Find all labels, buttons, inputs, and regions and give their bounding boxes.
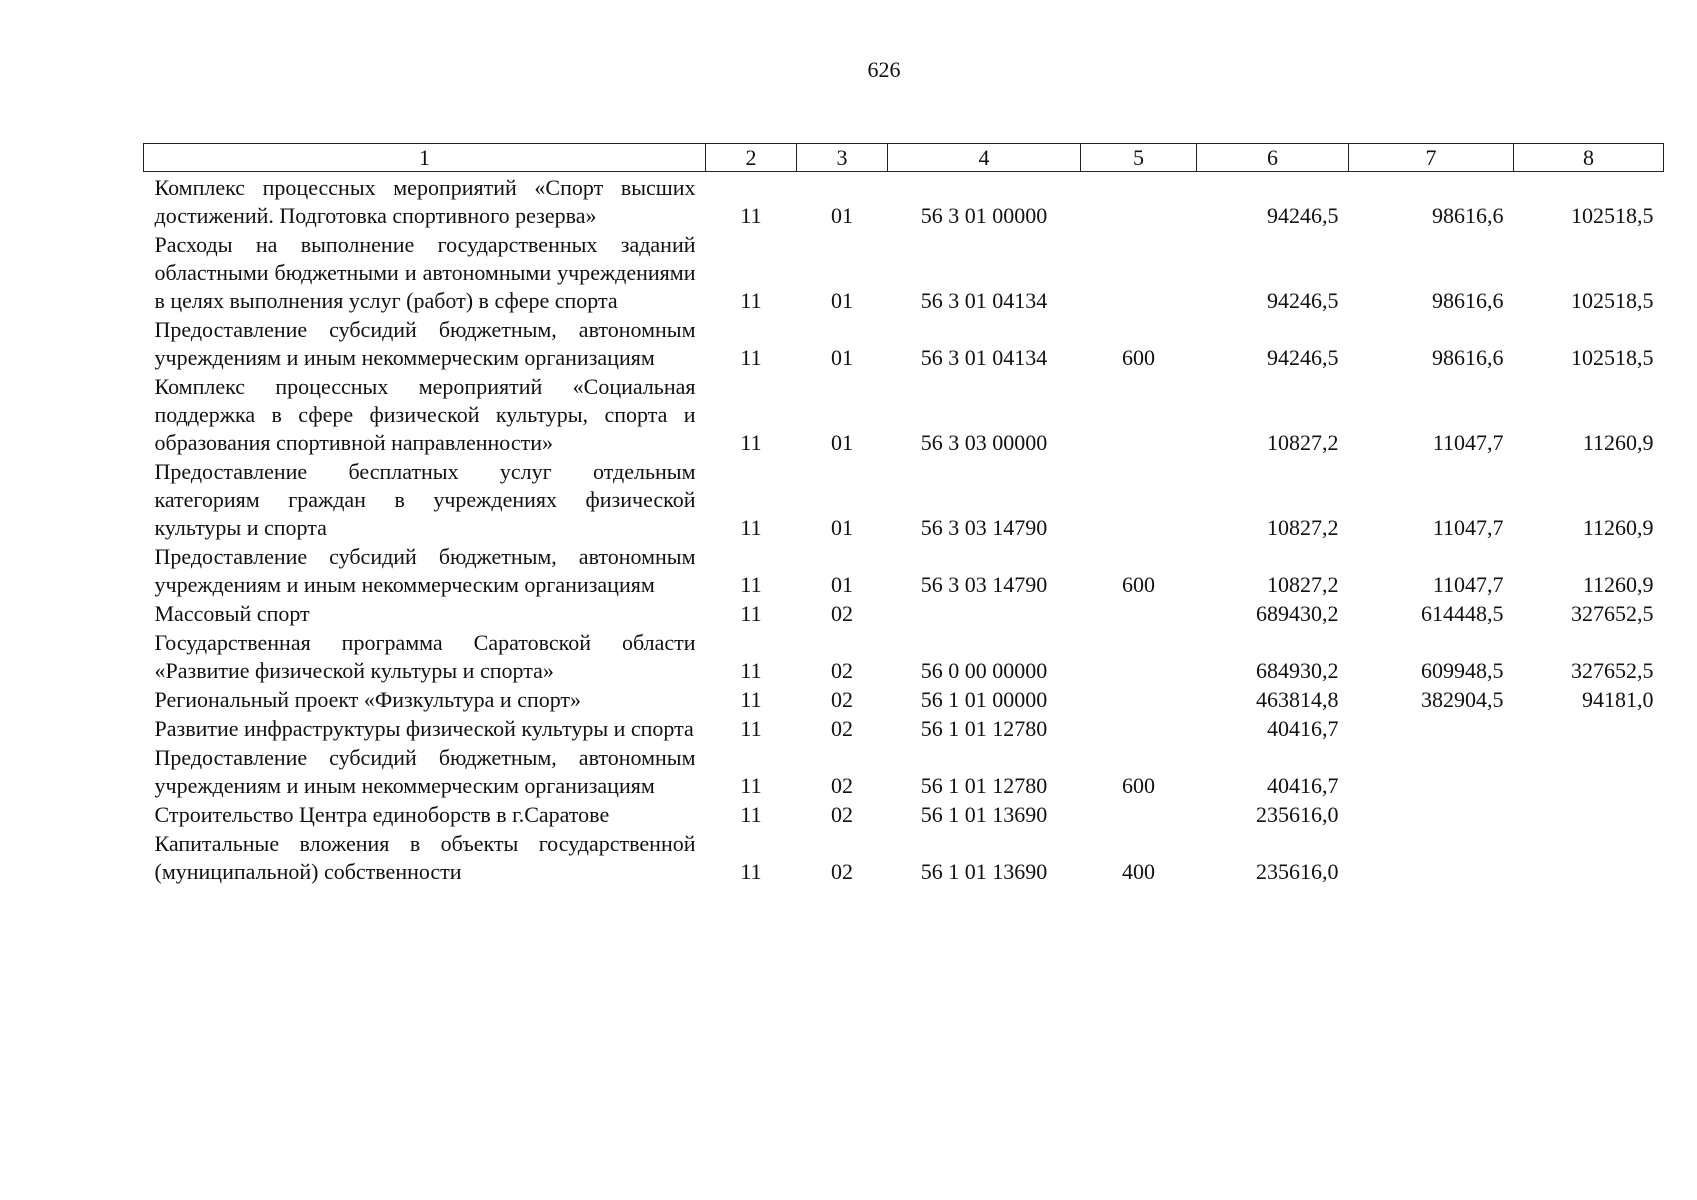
budget-table — [143, 143, 1664, 886]
amount-col-8 — [1514, 714, 1664, 743]
target-article-code: 56 1 01 13690 — [920, 859, 1048, 884]
row-name: Государственная программа Саратовской области «Развитие физической культуры и спорта» — [154, 630, 696, 683]
expense-type-code — [1081, 599, 1197, 628]
amount-col-7: 609948,5 — [1421, 658, 1504, 683]
section-code: 11 — [740, 687, 762, 712]
target-article-code — [888, 599, 1081, 628]
expense-type-code: 600 — [1122, 773, 1155, 798]
amount-col-8: 11260,9 — [1582, 572, 1654, 597]
subsection-code: 01 — [831, 572, 853, 597]
subsection-code: 02 — [831, 716, 853, 741]
subsection-code: 01 — [831, 515, 853, 540]
amount-col-8: 102518,5 — [1571, 288, 1654, 313]
row-name: Строительство Центра единоборств в г.Саратове — [154, 802, 610, 827]
section-code: 11 — [740, 601, 762, 626]
amount-col-6: 94246,5 — [1267, 203, 1339, 228]
section-code: 11 — [740, 430, 762, 455]
section-code: 11 — [740, 572, 762, 597]
expense-type-code — [1081, 230, 1197, 315]
column-header-6: 6 — [1197, 144, 1349, 172]
row-name: Предоставление субсидий бюджетным, автономным учреждениям и иным некоммерческим организациям — [154, 745, 696, 798]
table-row — [144, 230, 1664, 315]
column-header-7: 7 — [1349, 144, 1514, 172]
page-number: 626 — [867, 57, 901, 82]
section-code: 11 — [740, 345, 762, 370]
expense-type-code — [1081, 800, 1197, 829]
column-header-2: 2 — [706, 144, 797, 172]
row-name: Массовый спорт — [154, 601, 310, 626]
table-row — [144, 743, 1664, 800]
row-name: Предоставление субсидий бюджетным, автономным учреждениям и иным некоммерческим организациям — [154, 317, 696, 370]
amount-col-8: 11260,9 — [1582, 430, 1654, 455]
row-name: Расходы на выполнение государственных заданий областными бюджетными и автономными учреждениями в целях выполнения услуг (работ) в сфере спорта — [154, 232, 696, 313]
row-name: Предоставление субсидий бюджетным, автономным учреждениям и иным некоммерческим организациям — [154, 544, 696, 597]
amount-col-7: 98616,6 — [1432, 203, 1504, 228]
table-row — [144, 800, 1664, 829]
section-code: 11 — [740, 773, 762, 798]
table-row — [144, 457, 1664, 542]
table-row — [144, 714, 1664, 743]
amount-col-8 — [1514, 743, 1664, 800]
amount-col-6: 235616,0 — [1256, 802, 1339, 827]
amount-col-6: 94246,5 — [1267, 288, 1339, 313]
column-header-1: 1 — [144, 144, 706, 172]
amount-col-7: 11047,7 — [1432, 430, 1504, 455]
target-article-code: 56 1 01 00000 — [920, 687, 1048, 712]
row-name: Комплекс процессных мероприятий «Спорт высших достижений. Подготовка спортивного резерва» — [154, 175, 696, 228]
section-code: 11 — [740, 515, 762, 540]
expense-type-code — [1081, 714, 1197, 743]
subsection-code: 02 — [831, 802, 853, 827]
amount-col-7 — [1349, 714, 1514, 743]
expense-type-code: 600 — [1122, 572, 1155, 597]
amount-col-8: 102518,5 — [1571, 345, 1654, 370]
row-name: Комплекс процессных мероприятий «Социальная поддержка в сфере физической культуры, спорта и образования спортивной направленности» — [154, 374, 696, 455]
target-article-code: 56 3 03 00000 — [920, 430, 1048, 455]
amount-col-8 — [1514, 800, 1664, 829]
table-body — [144, 172, 1664, 887]
subsection-code: 02 — [831, 773, 853, 798]
row-name: Развитие инфраструктуры физической культуры и спорта — [154, 716, 694, 741]
column-header-5: 5 — [1081, 144, 1197, 172]
subsection-code: 02 — [831, 859, 853, 884]
expense-type-code — [1081, 685, 1197, 714]
section-code: 11 — [740, 716, 762, 741]
subsection-code: 02 — [831, 658, 853, 683]
expense-type-code — [1081, 372, 1197, 457]
amount-col-6: 10827,2 — [1267, 515, 1339, 540]
section-code: 11 — [740, 288, 762, 313]
amount-col-8: 327652,5 — [1571, 658, 1654, 683]
expense-type-code — [1081, 172, 1197, 231]
amount-col-6: 689430,2 — [1256, 601, 1339, 626]
table-row — [144, 628, 1664, 685]
target-article-code: 56 1 01 12780 — [920, 773, 1048, 798]
amount-col-7: 98616,6 — [1432, 345, 1504, 370]
amount-col-8: 327652,5 — [1571, 601, 1654, 626]
amount-col-7: 614448,5 — [1421, 601, 1504, 626]
amount-col-6: 10827,2 — [1267, 430, 1339, 455]
amount-col-6: 684930,2 — [1256, 658, 1339, 683]
amount-col-6: 40416,7 — [1267, 716, 1339, 741]
table-row — [144, 542, 1664, 599]
section-code: 11 — [740, 203, 762, 228]
section-code: 11 — [740, 859, 762, 884]
amount-col-8 — [1514, 829, 1664, 886]
amount-col-7: 382904,5 — [1421, 687, 1504, 712]
amount-col-8: 11260,9 — [1582, 515, 1654, 540]
table-row — [144, 372, 1664, 457]
target-article-code: 56 3 03 14790 — [920, 572, 1048, 597]
amount-col-7: 11047,7 — [1432, 572, 1504, 597]
section-code: 11 — [740, 658, 762, 683]
amount-col-8: 102518,5 — [1571, 203, 1654, 228]
amount-col-6: 94246,5 — [1267, 345, 1339, 370]
amount-col-6: 463814,8 — [1256, 687, 1339, 712]
table-row — [144, 685, 1664, 714]
subsection-code: 02 — [831, 687, 853, 712]
row-name: Капитальные вложения в объекты государственной (муниципальной) собственности — [154, 831, 696, 884]
expense-type-code — [1081, 457, 1197, 542]
amount-col-8: 94181,0 — [1582, 687, 1654, 712]
table-row — [144, 315, 1664, 372]
section-code: 11 — [740, 802, 762, 827]
amount-col-6: 40416,7 — [1267, 773, 1339, 798]
amount-col-7 — [1349, 829, 1514, 886]
target-article-code: 56 1 01 13690 — [920, 802, 1048, 827]
subsection-code: 01 — [831, 203, 853, 228]
amount-col-7: 11047,7 — [1432, 515, 1504, 540]
amount-col-7 — [1349, 743, 1514, 800]
table-row — [144, 172, 1664, 231]
column-header-8: 8 — [1514, 144, 1664, 172]
column-header-4: 4 — [888, 144, 1081, 172]
amount-col-6: 10827,2 — [1267, 572, 1339, 597]
target-article-code: 56 3 01 04134 — [920, 345, 1048, 370]
subsection-code: 01 — [831, 345, 853, 370]
table-row — [144, 829, 1664, 886]
subsection-code: 01 — [831, 288, 853, 313]
header-row — [144, 144, 1664, 172]
target-article-code: 56 3 03 14790 — [920, 515, 1048, 540]
expense-type-code: 600 — [1122, 345, 1155, 370]
target-article-code: 56 1 01 12780 — [920, 716, 1048, 741]
row-name: Региональный проект «Физкультура и спорт» — [154, 687, 582, 712]
amount-col-6: 235616,0 — [1256, 859, 1339, 884]
target-article-code: 56 0 00 00000 — [920, 658, 1048, 683]
row-name: Предоставление бесплатных услуг отдельным категориям граждан в учреждениях физической культуры и спорта — [154, 459, 696, 540]
expense-type-code — [1081, 628, 1197, 685]
column-header-3: 3 — [797, 144, 888, 172]
target-article-code: 56 3 01 00000 — [920, 203, 1048, 228]
subsection-code: 02 — [831, 601, 853, 626]
amount-col-7 — [1349, 800, 1514, 829]
expense-type-code: 400 — [1122, 859, 1155, 884]
subsection-code: 01 — [831, 430, 853, 455]
amount-col-7: 98616,6 — [1432, 288, 1504, 313]
table-row — [144, 599, 1664, 628]
target-article-code: 56 3 01 04134 — [920, 288, 1048, 313]
